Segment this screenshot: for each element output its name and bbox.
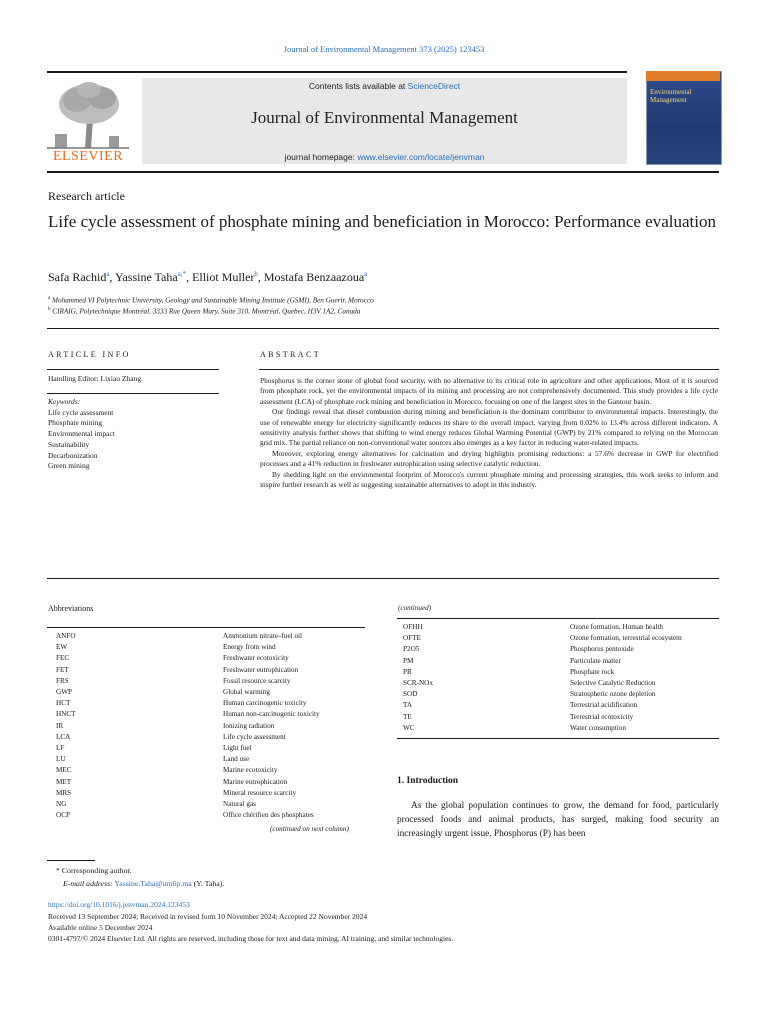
abbreviation-definition: Marine eutrophication (223, 777, 288, 786)
introduction-heading: 1. Introduction (397, 776, 459, 786)
abbreviation-term: LF (56, 744, 65, 753)
journal-name: Journal of Environmental Management (251, 108, 518, 127)
abbreviation-term: HCT (56, 699, 71, 708)
keyword: Phosphate mining (48, 418, 102, 428)
abstract-bottom-rule (47, 578, 719, 579)
abbreviation-term: PM (403, 656, 414, 665)
abbreviation-row (403, 644, 682, 655)
abbreviation-definition: Selective Catalytic Reduction (570, 679, 656, 688)
handling-editor: Handling Editor: Lixiao Zhang (48, 374, 142, 383)
author-mark[interactable]: a (106, 270, 110, 278)
abbreviation-term: OCP (56, 811, 70, 820)
affiliation (48, 307, 360, 315)
abbreviation-row (56, 698, 320, 709)
abbreviation-term: OFHH (403, 623, 423, 631)
abbreviation-row (56, 665, 320, 676)
abbreviation-definition: Ammonium nitrate–fuel oil (223, 632, 303, 640)
abbreviation-row (403, 633, 682, 644)
title-block-rule (47, 328, 719, 329)
abstract-paragraph: By shedding light on the environmental footprint of Morocco's current phosphate mining and processing strategies, this work seeks to inform and inspire further research as well as suggesting sustainable alternatives to adopt in this industry. (260, 469, 718, 490)
abbreviations-table (56, 631, 320, 821)
abbreviation-term: SOD (403, 690, 418, 699)
abbreviation-term: WC (403, 723, 415, 732)
affiliation (48, 296, 374, 304)
author-name[interactable]: Mostafa Benzaazoua (263, 270, 365, 284)
copyright-notice: 0301-4797/© 2024 Elsevier Ltd. All rights are reserved, including those for text and data mining, AI training, and similar technologies. (48, 934, 454, 943)
abbreviation-term: EW (56, 643, 68, 652)
abbreviation-term: FEC (56, 654, 70, 663)
abbreviation-definition: Life cycle assessment (223, 732, 286, 741)
abbreviation-term: LCA (56, 732, 71, 741)
abbreviation-row (403, 689, 682, 700)
abbreviation-term: ANFO (56, 632, 76, 640)
abbreviation-definition: Water consumption (570, 723, 626, 732)
abbreviation-row (56, 743, 320, 754)
abbreviation-term: GWP (56, 688, 72, 697)
abbreviation-definition: Energy from wind (223, 643, 276, 652)
abbreviation-row (56, 765, 320, 776)
author-name[interactable]: Yassine Taha (114, 270, 178, 284)
keyword: Decarbonization (48, 450, 98, 460)
abbreviation-row (403, 656, 682, 667)
abbreviation-row (403, 712, 682, 723)
abbreviation-term: HNCT (56, 710, 76, 719)
author-mark[interactable]: a (364, 270, 368, 278)
abstract-paragraph: Phosphorus is the corner stone of global food security, with no alternative to its critical role in agriculture and other applications. Most of it is sourced from phosphate rock, yet the environmental impacts of its mining and processing are not comprehensively documented. This study provides a life cycle assessment (LCA) of phosphate rock mining and beneficiation in Morocco, focusing on one of the largest sites in the Gantour basin. (260, 376, 718, 406)
journal-homepage (142, 152, 627, 162)
continued-bottom-rule (397, 738, 719, 739)
abbreviations-table-continued (403, 622, 682, 734)
abbreviation-definition: Natural gas (223, 800, 256, 809)
abbreviation-row (56, 788, 320, 799)
abbreviation-definition: Light fuel (223, 744, 252, 753)
abbreviation-row (56, 799, 320, 810)
abbreviation-row (403, 700, 682, 711)
author-name[interactable]: Elliot Muller (192, 270, 255, 284)
abbreviation-term: TE (403, 712, 412, 721)
email-suffix: (Y. Taha). (191, 879, 225, 888)
homepage-prefix: journal homepage: (284, 152, 358, 162)
abbreviation-definition: Freshwater ecotoxicity (223, 654, 289, 663)
publisher-wordmark: ELSEVIER (52, 149, 124, 164)
abbreviation-definition: Stratospheric ozone depletion (570, 690, 656, 699)
affiliation-text: CIRAIG, Polytechnique Montréal, 3333 Rue Queen Mary, Suite 310, Montréal, Quebec, H3V 1A2, Canada (52, 307, 361, 316)
abbreviation-row (56, 754, 320, 765)
abbreviation-row (403, 678, 682, 689)
keyword: Sustainability (48, 439, 90, 449)
abbreviation-definition: Fossil resource scarcity (223, 676, 291, 685)
author-separator: , (186, 270, 193, 284)
abstract-body (260, 376, 718, 490)
author-mark[interactable]: a,* (177, 270, 187, 278)
journal-citation[interactable]: Journal of Environmental Management 373 (2025) 123453 (283, 44, 485, 54)
author-name[interactable]: Safa Rachid (48, 270, 107, 284)
abbreviation-definition: Freshwater eutrophication (223, 665, 299, 674)
abbreviation-term: MRS (56, 788, 72, 797)
abbreviation-term: NG (56, 800, 67, 809)
abbreviation-definition: Ozone formation, Human health (570, 623, 664, 631)
abbreviation-definition: Phosphorus pentoxide (570, 645, 634, 654)
abbreviation-row (56, 642, 320, 653)
article-type: Research article (48, 189, 125, 203)
abstract-heading: ABSTRACT (260, 350, 321, 359)
abbreviation-term: FET (56, 665, 69, 674)
abbreviation-definition: Terrestrial ecotoxicity (570, 712, 634, 721)
footnote-rule (47, 860, 95, 861)
abstract-paragraph: Our findings reveal that diesel combustion during mining and beneficiation is the dominant contributor to environmental impacts. Interestingly, the use of renewable energy for electricity significantly reduces its share to the overall impact, varying from 0.02% to 13.4% across different indicators. A sensitivity analysis further shows that shifting to wind energy reduces Global Warming Potential (GWP) by 21% compared to relying on the Moroccan grid mix. The partial reliance on non-conventional water sources also emerges as a key factor in reducing water-related impacts. (260, 407, 718, 448)
keyword: Life cycle assessment (48, 407, 114, 417)
abbreviation-row (56, 676, 320, 687)
abbreviation-row (403, 622, 682, 633)
corresponding-author-note: * Corresponding author. (56, 866, 132, 875)
abbreviation-definition: Mineral resource scarcity (223, 788, 297, 797)
abbreviation-row (56, 709, 320, 720)
contents-availability (142, 81, 627, 91)
abbreviation-term: IR (56, 721, 64, 730)
abbreviation-term: P2O5 (403, 645, 420, 654)
abbreviation-row (56, 721, 320, 732)
abbreviation-term: OFTE (403, 634, 421, 643)
abbreviation-term: LU (56, 755, 66, 764)
abbreviation-definition: Phosphate rock (570, 667, 615, 676)
abbreviation-definition: Particulate matter (570, 656, 621, 665)
abbreviations-top-rule (47, 627, 365, 628)
abstract-paragraph: Moreover, exploring energy alternatives for calcination and drying highlights promising reductions: a 57.6% decrease in GWP for electrified processes and a 41% reduction in freshwater eutrophication using selective catalytic reduction. (260, 448, 718, 469)
article-title: Life cycle assessment of phosphate mining and beneficiation in Morocco: Performance evaluation (48, 212, 716, 231)
sciencedirect-link[interactable]: ScienceDirect (407, 81, 461, 91)
author-mark[interactable]: b (254, 270, 258, 278)
continued-top-rule (397, 618, 719, 619)
abbreviation-row (56, 687, 320, 698)
email-label: E-mail address: (63, 879, 113, 888)
abbreviations-title: Abbreviations (48, 604, 94, 613)
abbreviation-term: FRS (56, 676, 69, 685)
abbreviation-term: TA (403, 701, 413, 710)
homepage-link[interactable]: www.elsevier.com/locate/jenvman (357, 152, 485, 162)
abbreviation-definition: Office chérifien des phosphates (223, 811, 314, 820)
abbreviation-row (56, 653, 320, 664)
author-separator: , (109, 270, 115, 284)
abbreviation-definition: Human non-carcinogenic toxicity (223, 710, 320, 719)
author-separator: , (257, 270, 264, 284)
abbreviation-term: SCR-NOx (403, 679, 433, 688)
email-link[interactable]: Yassine.Taha@um6p.ma (114, 879, 192, 888)
contents-prefix: Contents lists available at (308, 81, 408, 91)
abbreviation-row (56, 810, 320, 821)
author-list (48, 270, 367, 285)
abbreviation-definition: Human carcinogenic toxicity (223, 699, 307, 708)
journal-cover-title: Environmental Management (650, 88, 692, 104)
affiliation-mark: a (48, 296, 51, 301)
available-online: Available online 5 December 2024 (48, 923, 153, 932)
doi-link[interactable]: https://doi.org/10.1016/j.jenvman.2024.123453 (48, 900, 190, 909)
journal-cover-strip (646, 71, 720, 81)
abbreviation-term: MET (56, 777, 72, 786)
abbreviation-row (56, 732, 320, 743)
introduction-text: As the global population continues to grow, the demand for food, particularly processed foods and animal products, has surged, making food security an increasingly urgent issue. Phosphorus (P) has been (397, 801, 719, 839)
continued-next-note: (continued on next column) (270, 825, 349, 833)
article-info-rule (47, 369, 219, 370)
journal-cover-image[interactable] (646, 71, 722, 165)
received-dates: Received 13 September 2024; Received in revised form 10 November 2024; Accepted 22 November 2024 (48, 912, 368, 921)
abbreviation-term: PR (403, 667, 412, 676)
continued-label: (continued) (398, 604, 432, 612)
abbreviation-definition: Global warming (223, 688, 270, 697)
abbreviation-definition: Ionizing radiation (223, 721, 275, 730)
keywords-rule (47, 393, 219, 394)
abbreviation-definition: Ozone formation, terrestrial ecosystem (570, 634, 682, 643)
keyword: Environmental impact (48, 429, 115, 439)
header-bottom-rule (47, 171, 719, 173)
abstract-rule (259, 369, 719, 370)
abbreviation-definition: Land use (223, 755, 250, 764)
affiliation-text: Mohammed VI Polytechnic University, Geology and Sustainable Mining Institute (GSMI), Ben Guerir, Morocco (52, 296, 374, 305)
abbreviation-term: MEC (56, 766, 72, 775)
abbreviation-row (56, 777, 320, 788)
abbreviation-row (403, 667, 682, 678)
abbreviation-row (56, 631, 320, 642)
affiliation-mark: b (48, 307, 51, 312)
header-top-rule (47, 71, 627, 73)
abbreviation-row (403, 723, 682, 734)
abbreviation-definition: Terrestrial acidification (570, 701, 638, 710)
keyword: Green mining (48, 461, 90, 471)
keywords-label: Keywords: (48, 397, 81, 406)
article-info-heading: ARTICLE INFO (48, 350, 131, 359)
abbreviation-definition: Marine ecotoxicity (223, 766, 278, 775)
email-line (63, 879, 224, 888)
